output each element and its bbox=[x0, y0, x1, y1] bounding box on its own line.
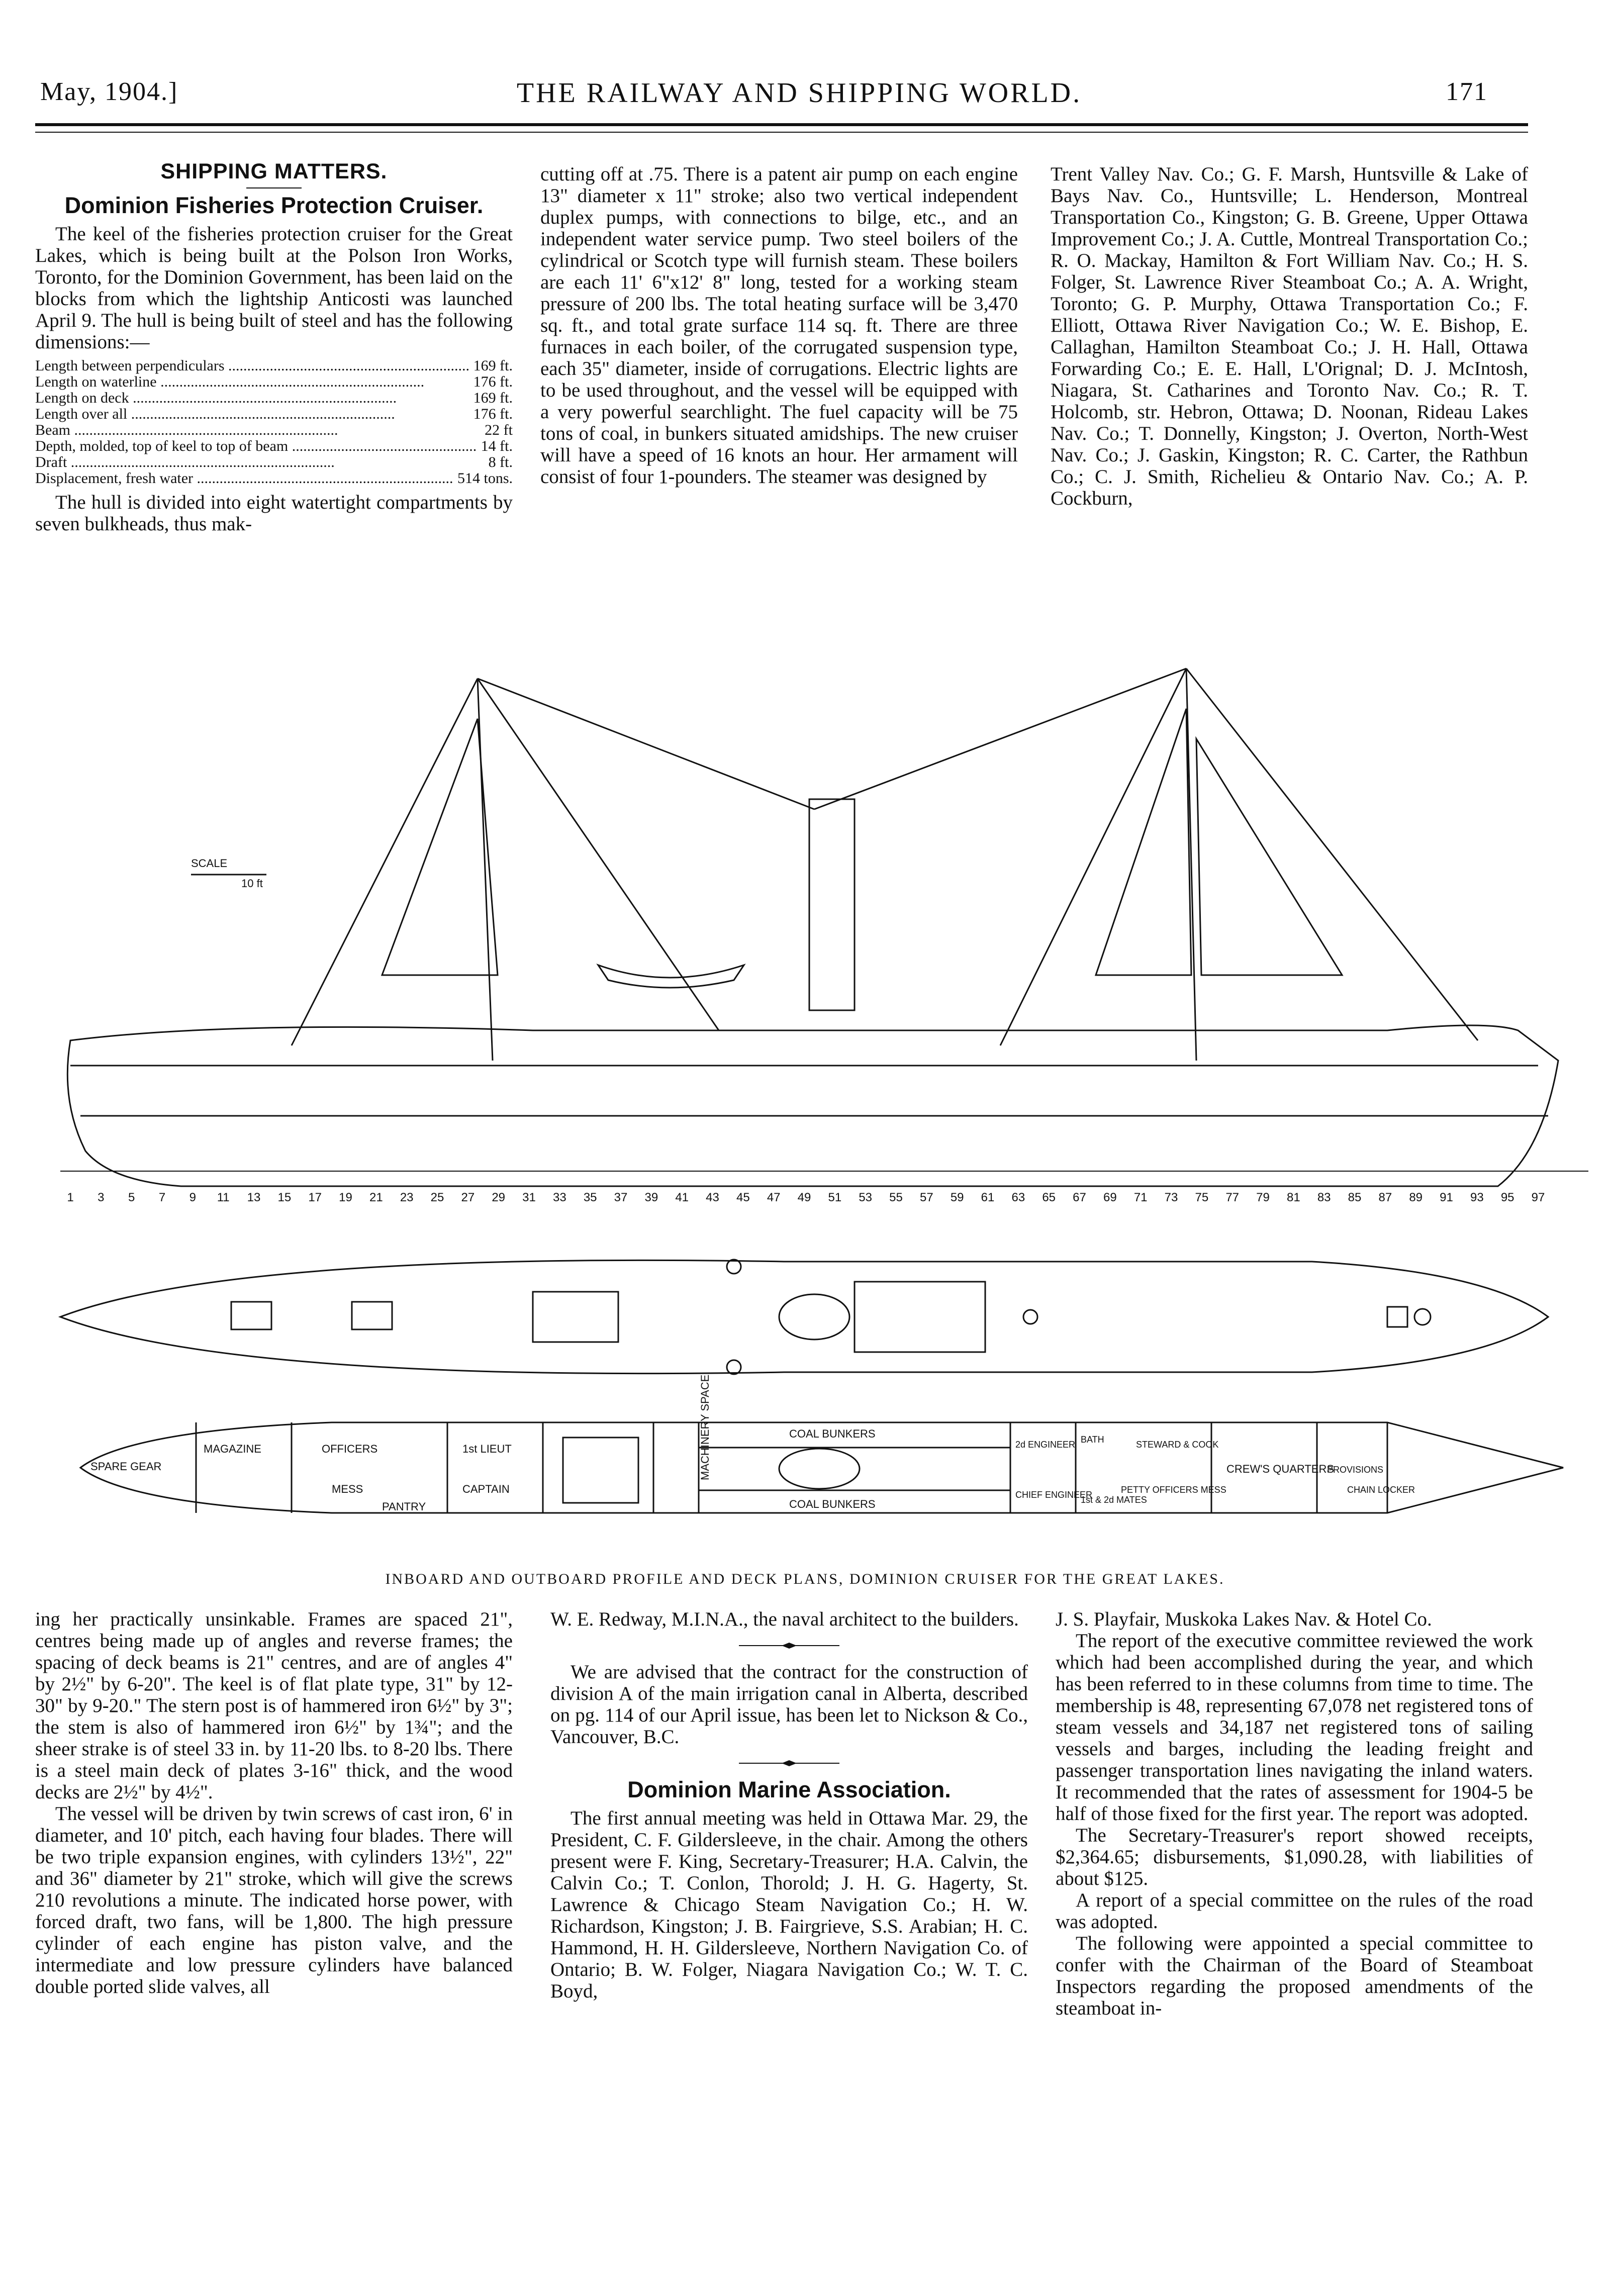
upper-deck-plan bbox=[60, 1260, 1548, 1373]
label-officers: OFFICERS bbox=[322, 1443, 378, 1455]
separator bbox=[739, 1645, 839, 1646]
column-1-bottom bbox=[35, 1608, 513, 1997]
dimension-label: Depth, molded, top of keel to top of beam ..... bbox=[35, 438, 477, 454]
frame-number: 17 bbox=[308, 1191, 322, 1204]
column-2-top bbox=[540, 163, 1018, 488]
dimension-value: 14 ft. bbox=[481, 438, 513, 454]
machinery-paragraph: The vessel will be driven by twin screws of cast iron, 6' in diameter, and 10' pitch, each having four blades. There will be two triple expansion engines, with cylinders 13½", 22" and 36" diameter by 21" stroke, which will give the screws 210 revolutions a minute. The indicated horse power, with forced draft, two fans, will be 1,800. The high pressure cylinder of each engine has piston valve, and the intermediate and low pressure cylinders have balanced double ported slide valves, all bbox=[35, 1803, 513, 1997]
frame-number: 9 bbox=[189, 1191, 197, 1204]
dimension-label: Displacement, fresh water ..... bbox=[35, 470, 453, 487]
label-spare-gear: SPARE GEAR bbox=[90, 1460, 162, 1473]
rules-of-road-paragraph: A report of a special committee on the rules of the road was adopted. bbox=[1056, 1889, 1533, 1933]
frame-number: 87 bbox=[1378, 1191, 1392, 1204]
dimension-row bbox=[35, 358, 513, 374]
label-petty-officers: PETTY OFFICERS MESS bbox=[1121, 1485, 1226, 1495]
special-committee-paragraph: The following were appointed a special committee to confer with the Chairman of the Board of Steamboat Inspectors regarding the proposed amendments of the steamboat in- bbox=[1056, 1933, 1533, 2019]
frame-number: 35 bbox=[583, 1191, 597, 1204]
plans-drawing bbox=[30, 648, 1588, 1563]
frame-number: 61 bbox=[981, 1191, 995, 1204]
label-coal-top: COAL BUNKERS bbox=[789, 1427, 876, 1440]
column-3-top bbox=[1051, 163, 1528, 509]
frame-number: 57 bbox=[919, 1191, 933, 1204]
frame-number: 69 bbox=[1103, 1191, 1117, 1204]
frame-number: 33 bbox=[552, 1191, 566, 1204]
header-rule-thick bbox=[35, 123, 1528, 126]
frame-number: 51 bbox=[828, 1191, 842, 1204]
label-pantry: PANTRY bbox=[382, 1500, 426, 1513]
label-mess: MESS bbox=[332, 1483, 363, 1495]
frame-number: 85 bbox=[1348, 1191, 1362, 1204]
frame-number: 53 bbox=[859, 1191, 873, 1204]
dimension-value: 176 ft. bbox=[473, 406, 513, 422]
frame-number: 21 bbox=[369, 1191, 383, 1204]
dimension-row bbox=[35, 390, 513, 406]
figure-caption: INBOARD AND OUTBOARD PROFILE AND DECK PLANS, DOMINION CRUISER FOR THE GREAT LAKES. bbox=[385, 1571, 1225, 1587]
dimension-label: Length over all ..... bbox=[35, 406, 469, 422]
page-number: 171 bbox=[1446, 77, 1488, 106]
fore-mast bbox=[478, 679, 493, 1061]
label-chief-engineer: CHIEF ENGINEER bbox=[1015, 1490, 1093, 1500]
label-crews-quarters: CREW'S QUARTERS bbox=[1226, 1463, 1335, 1475]
frame-number: 89 bbox=[1409, 1191, 1423, 1204]
frame-number: 41 bbox=[675, 1191, 689, 1204]
treasurer-report-paragraph: The Secretary-Treasurer's report showed receipts, $2,364.65; disbursements, $1,090.28, with liabilities of about $125. bbox=[1056, 1825, 1533, 1889]
frame-number: 59 bbox=[950, 1191, 964, 1204]
frame-number: 25 bbox=[430, 1191, 444, 1204]
label-magazine: MAGAZINE bbox=[204, 1443, 261, 1455]
dimension-value: 176 ft. bbox=[473, 373, 513, 390]
frame-number: 75 bbox=[1195, 1191, 1209, 1204]
dimension-label: Length on deck ..... bbox=[35, 390, 469, 406]
frame-number: 37 bbox=[614, 1191, 628, 1204]
dimension-value: 169 ft. bbox=[473, 357, 513, 374]
label-bath: BATH bbox=[1081, 1434, 1104, 1445]
frame-number: 45 bbox=[736, 1191, 750, 1204]
section-heading: SHIPPING MATTERS. bbox=[160, 159, 388, 183]
dimension-label: Draft ..... bbox=[35, 454, 485, 470]
frame-number: 1 bbox=[67, 1191, 74, 1204]
frame-number: 31 bbox=[522, 1191, 536, 1204]
frame-number: 81 bbox=[1286, 1191, 1300, 1204]
frame-number: 7 bbox=[158, 1191, 166, 1204]
issue-date: May, 1904.] bbox=[40, 77, 178, 106]
label-lieut: 1st LIEUT bbox=[462, 1443, 512, 1455]
column-2-bottom bbox=[550, 1608, 1028, 2002]
label-engineer: 2d ENGINEER bbox=[1015, 1440, 1076, 1450]
executive-report-paragraph: The report of the executive committee reviewed the work which had been accomplished during the year, and which has been referred to in these columns from time to time. The membership is 48, representing 67,078 net registered tons of steam vessels and 34,187 net registered tons of sailing vessels and barges, including the leading freight and passenger transportation lines navigating the inland waters. It recommended that the rates of assessment for 1904-5 be half of those fixed for the first year. The report was adopted. bbox=[1056, 1630, 1533, 1825]
frame-number: 55 bbox=[889, 1191, 903, 1204]
playfair-line: J. S. Playfair, Muskoka Lakes Nav. & Hotel Co. bbox=[1056, 1608, 1432, 1630]
frame-number: 13 bbox=[247, 1191, 261, 1204]
header-rule-thin bbox=[35, 132, 1528, 133]
dimension-label: Length on waterline ..... bbox=[35, 374, 469, 390]
heading-rule bbox=[246, 187, 302, 188]
frame-number: 11 bbox=[217, 1191, 230, 1204]
cruiser-intro-paragraph: The keel of the fisheries protection cruiser for the Great Lakes, which is being built at the Polson Iron Works, Toronto, for the Dominion Government, has been laid on the blocks from which the lightship Anticosti was launched April 9. The hull is being built of steel and has the following dimensions:— bbox=[35, 223, 513, 353]
label-stewards: STEWARD & COOK bbox=[1136, 1440, 1219, 1450]
label-chain-locker: CHAIN LOCKER bbox=[1347, 1485, 1415, 1495]
annual-meeting-paragraph: The first annual meeting was held in Ottawa Mar. 29, the President, C. F. Gildersleeve, in the chair. Among the others present were F. King, Secretary-Treasurer; H.A. Calvin, the Calvin Co.; T. Conlon, Thorold; J. H. G. Hagerty, St. Lawrence & Chicago Steam Navigation Co.; H. W. Richardson, Kingston; J. B. Fairgrieve, S.S. Arabian; H. C. Hammond, H. H. Gildersleeve, Northern Navigation Co. of Ontario; B. W. Folger, Niagara Navigation Co.; W. T. C. Boyd, bbox=[550, 1807, 1028, 2002]
label-coal-bottom: COAL BUNKERS bbox=[789, 1498, 876, 1510]
frame-number: 19 bbox=[339, 1191, 352, 1204]
dimension-row bbox=[35, 422, 513, 438]
hull-paragraph-start: The hull is divided into eight watertight compartments by seven bulkheads, thus mak- bbox=[35, 492, 513, 535]
dimension-row bbox=[35, 470, 513, 487]
column-3-bottom bbox=[1056, 1608, 1533, 2019]
scale-label: SCALE bbox=[191, 857, 228, 870]
frame-number: 67 bbox=[1073, 1191, 1086, 1204]
article-heading-cruiser: Dominion Fisheries Protection Cruiser. bbox=[64, 193, 484, 218]
dimensions-table bbox=[35, 358, 513, 487]
frame-number: 73 bbox=[1164, 1191, 1178, 1204]
dimension-value: 22 ft bbox=[485, 422, 513, 438]
irrigation-note: We are advised that the contract for the construction of division A of the main irrigation canal in Alberta, described on pg. 114 of our April issue, has been let to Nickson & Co., Vancouver, B.C. bbox=[550, 1661, 1028, 1748]
main-mast bbox=[1186, 668, 1196, 1061]
frame-number: 43 bbox=[706, 1191, 719, 1204]
frame-number: 79 bbox=[1256, 1191, 1270, 1204]
frame-number: 29 bbox=[492, 1191, 506, 1204]
running-head bbox=[35, 68, 1563, 113]
frame-number: 97 bbox=[1531, 1191, 1545, 1204]
column-1-top bbox=[35, 161, 513, 535]
frame-number: 71 bbox=[1133, 1191, 1148, 1204]
hull-profile bbox=[67, 1025, 1558, 1186]
frame-number: 63 bbox=[1011, 1191, 1025, 1204]
dimension-value: 514 tons. bbox=[457, 470, 513, 487]
label-provisions: PROVISIONS bbox=[1327, 1465, 1384, 1475]
dimension-value: 169 ft. bbox=[473, 390, 513, 406]
frame-number: 5 bbox=[128, 1191, 135, 1204]
frame-number: 27 bbox=[461, 1191, 475, 1204]
attendees-paragraph: Trent Valley Nav. Co.; G. F. Marsh, Huntsville & Lake of Bays Nav. Co., Huntsville; L. Henderson, Montreal Transportation Co., Kingston; G. B. Greene, Upper Ottawa Improvement Co.; J. A. Cuttle, Montreal Transportation Co.; R. O. Mackay, Hamilton & Fort William Nav. Co.; H. S. Folger, St. Lawrence River Steamboat Co.; A. A. Wright, Toronto; G. P. Murphy, Ottawa Transportation Co.; F. Elliott, Ottawa River Navigation Co.; W. E. Bishop, E. Callaghan, Hamilton Steamboat Co.; J. H. Hall, Ottawa Forwarding Co.; E. E. Hall, L'Orignal; D. J. McIntosh, Niagara, St. Catharines and Toronto Nav. Co.; R. T. Holcomb, str. Hebron, Ottawa; D. Noonan, Rideau Lakes Nav. Co.; T. Donnelly, Kingston; J. Overton, North-West Nav. Co.; J. Gaskin, Kingston; R. C. Carter, the Rathbun Co.; C. J. Smith, Richelieu & Ontario Nav. Co.; A. P. Cockburn, bbox=[1051, 163, 1528, 509]
frame-numbers bbox=[67, 1191, 1545, 1204]
frame-number: 3 bbox=[98, 1191, 105, 1204]
frame-number: 83 bbox=[1317, 1191, 1331, 1204]
frame-number: 95 bbox=[1500, 1191, 1514, 1204]
frame-number: 47 bbox=[767, 1191, 781, 1204]
dimension-label: Length between perpendiculars ..... bbox=[35, 358, 469, 374]
journal-title: THE RAILWAY AND SHIPPING WORLD. bbox=[516, 77, 1082, 109]
dimension-value: 8 ft. bbox=[488, 454, 513, 470]
dimension-row bbox=[35, 406, 513, 422]
dimension-row bbox=[35, 438, 513, 454]
dimension-label: Beam ..... bbox=[35, 422, 481, 438]
label-mates: 1st & 2d MATES bbox=[1081, 1495, 1147, 1505]
frame-number: 49 bbox=[797, 1191, 811, 1204]
frame-number: 77 bbox=[1225, 1191, 1240, 1204]
label-captain: CAPTAIN bbox=[462, 1483, 510, 1495]
frame-number: 93 bbox=[1470, 1191, 1484, 1204]
frame-number: 91 bbox=[1440, 1191, 1453, 1204]
frame-number: 65 bbox=[1042, 1191, 1056, 1204]
dimension-row bbox=[35, 374, 513, 390]
scale-value: 10 ft bbox=[241, 877, 263, 890]
label-machinery: MACHINERY SPACE bbox=[699, 1374, 711, 1480]
cruiser-plans-figure bbox=[30, 648, 1588, 1563]
engine-paragraph: cutting off at .75. There is a patent air pump on each engine 13" diameter x 11" stroke; also two vertical independent duplex pumps, with connections to bilge, etc., and an independent water service pump. Two steel boilers of the cylindrical or Scotch type will furnish steam. These boilers are each 11' 6"x12' 8" long, tested for a working steam pressure of 200 lbs. The total heating surface will be 3,470 sq. ft., and total grate surface 114 sq. ft. There are three furnaces in each boiler, of the corrugated suspension type, each 35" diameter, inside of corrugations. Electric lights are to be used throughout, and the vessel will be equipped with a very powerful searchlight. The fuel capacity will be 75 tons of coal, in bunkers situated amidships. The new cruiser will have a speed of 16 knots an hour. Her armament will consist of four 1-pounders. The steamer was designed by bbox=[540, 163, 1018, 488]
dimension-row bbox=[35, 454, 513, 470]
frame-number: 15 bbox=[277, 1191, 292, 1204]
frame-number: 39 bbox=[644, 1191, 658, 1204]
designer-paragraph: W. E. Redway, M.I.N.A., the naval architect to the builders. bbox=[550, 1608, 1019, 1630]
article-heading-marine-association: Dominion Marine Association. bbox=[627, 1777, 951, 1802]
frame-number: 23 bbox=[400, 1191, 414, 1204]
separator bbox=[739, 1763, 839, 1764]
frames-paragraph: ing her practically unsinkable. Frames are spaced 21", centres being made up of angles and reverse frames; the spacing of deck beams is 21" centres, and are of angles 4" by 2½" by 6-20". The keel is of flat plate type, 31" by 12-30" by 9-20." The stern post is of hammered iron 6½" by 3"; the stem is also of hammered iron 6½" by 1¾"; and the sheer strake is of steel 33 in. by 11-20 lbs. to 8-20 lbs. There is a steel main deck of plates 3-16" thick, and the wood decks are 2½" by 4½". bbox=[35, 1608, 513, 1803]
